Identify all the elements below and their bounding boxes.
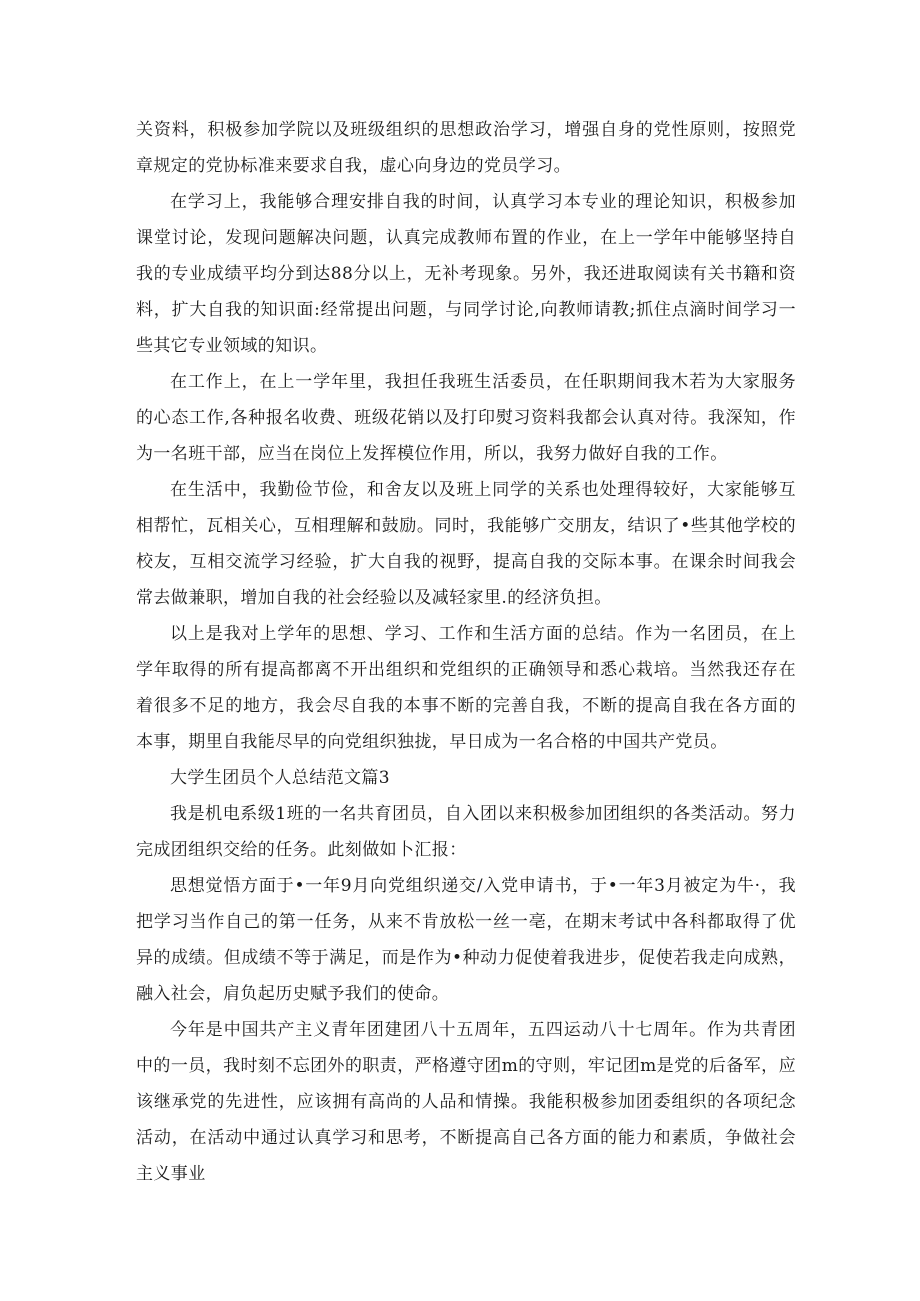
paragraph-anniversary: 今年是中国共产主义青年团建团八十五周年，五四运动八十七周年。作为共青团中的一员，我时刻不忘团外的职责，严格遵守团m的守则，牢记团m是党的后备军，应该继承党的先进性，应该拥有高尚的人品和情操。我能积极参加团委组织的各项纪念活动，在活动中通过认真学习和思考，不断提高自己各方面的能力和素质，争做社会主义事业 — [136, 1020, 796, 1184]
paragraph-party-study-continued: 关资料，积极参加学院以及班级组织的思想政治学习，增强自身的党性原则，按照党章规定的党协标准来要求自我，虚心向身边的党员学习。 — [136, 120, 796, 176]
document-body — [136, 112, 796, 1192]
paragraph-introduction: 我是机电系级1班的一名共育团员，自入团以来积极参加团组织的各类活动。努力完成团组织交给的任务。此刻做如卜汇报： — [136, 804, 796, 860]
paragraph-work: 在工作上，在上一学年里，我担任我班生活委员，在任职期间我木若为大家服务的心态工作,各种报名收费、班级花销以及打印熨习资料我都会认真对待。我深知，作为一名班干部，应当在岗位上发挥模位作用，所以，我努力做好自我的工作。 — [136, 372, 796, 464]
paragraph-summary: 以上是我对上学年的思想、学习、工作和生活方面的总结。作为一名团员，在上学年取得的所有提高都离不开出组织和党组织的正确领导和悉心栽培。当然我还存在着很多不足的地方，我会尽自我的本事不断的完善自我，不断的提高自我在各方面的本事，期里自我能尽早的向党组织独拢，早日成为一名合格的中国共产党员。 — [136, 624, 796, 752]
section-heading: 大学生团员个人总结范文篇3 — [170, 768, 391, 788]
paragraph-life: 在生活中，我勤俭节俭，和舍友以及班上同学的关系也处理得较好，大家能够互相帮忙，瓦相关心，互相理解和鼓励。同时，我能够广交朋友，结识了•些其他学校的校友，互相交流学习经验，扩大自我的视野，提高自我的交际本事。在课余时间我会常去做兼职，增加自我的社会经验以及减轻家里.的经济负担。 — [136, 480, 796, 608]
paragraph-ideology: 思想觉悟方面于•一年9月向党组织递交/入党申请书，于•一年3月被定为牛·，我把学习当作自己的第一任务，从来不肯放松一丝一亳，在期末考试中各科都取得了优异的成绩。但成绩不等于满足，而是作为•种动力促使着我进步，促使若我走向成熟，融入社会，肩负起历史赋予我们的使命。 — [136, 876, 796, 1004]
paragraph-study: 在学习上，我能够合理安排自我的时间，认真学习本专业的理论知识，积极参加课堂讨论，发现问题解决问题，认真完成教师布置的作业，在上一学年中能够坚持自我的专业成绩平均分到达88分以上，无补考现象。另外，我还进取阅读有关书籍和资料，扩大自我的知识面:经常提出问题，与同学讨论,向教师请教;抓住点滴时间学习一些其它专业领域的知识。 — [136, 192, 796, 356]
